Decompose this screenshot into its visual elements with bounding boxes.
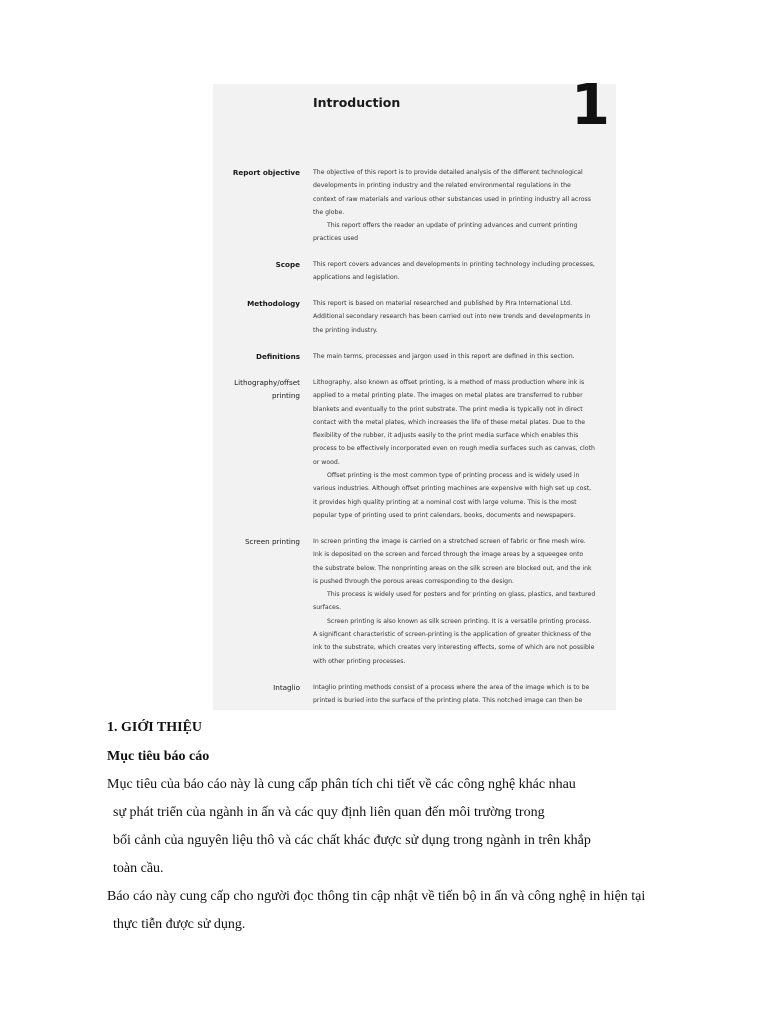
label-line: printing <box>271 391 300 400</box>
text-line: the substrate below. The nonprinting areas on the silk screen are blocked out, and the ink <box>313 564 592 572</box>
text-line: it provides high quality printing at a nominal cost with large volume. This is the most <box>313 498 577 506</box>
text-line: A significant characteristic of screen-printing is the application of greater thickness of the <box>313 631 592 639</box>
text-line: popular type of printing used to print calendars, books, documents and newspapers. <box>313 511 576 519</box>
text-line: the printing industry. <box>313 326 378 334</box>
text-line: This report is based on material researched and published by Pira International Ltd. <box>313 300 573 307</box>
chapter-title: Introduction <box>313 95 401 110</box>
section-text <box>313 166 605 246</box>
text-line: process to be effectively incorporated even on rough media surfaces such as canvas, cloth <box>313 445 595 453</box>
text-line: printed is buried into the surface of the printing plate. This notched image can then be <box>313 697 583 705</box>
text-line: This process is widely used for posters and for printing on glass, plastics, and textured <box>327 591 596 599</box>
text-line: The objective of this report is to provide detailed analysis of the different technological <box>313 169 583 176</box>
text-line: various industries. Although offset printing machines are expensive with high set up cost, <box>313 485 592 493</box>
paragraph-line: thực tiễn được sử dụng. <box>113 917 246 932</box>
text-line: is pushed through the porous areas corresponding to the design. <box>313 577 514 585</box>
section-heading: 1. GIỚI THIỆU <box>107 720 203 735</box>
text-line: flexibility of the rubber, it adjusts easily to the print media surface which enables this <box>313 432 579 440</box>
text-line: Ink is deposited on the screen and forced through the image areas by a squeegee onto <box>313 551 584 559</box>
paragraph-line: bối cảnh của nguyên liệu thô và các chất khác được sử dụng trong ngành in trên khắp <box>113 833 591 848</box>
text-line: This report covers advances and developments in printing technology including processes, <box>313 261 595 268</box>
section-text <box>313 376 605 522</box>
text-line: Intaglio printing methods consist of a process where the area of the image which is to be <box>313 684 590 691</box>
text-line: In screen printing the image is carried on a stretched screen of fabric or fine mesh wire. <box>313 538 586 545</box>
section-label: Definitions <box>256 352 300 361</box>
text-line: surfaces. <box>313 604 342 612</box>
section-label: Report objective <box>232 168 300 177</box>
text-line: with other printing processes. <box>313 657 406 665</box>
text-line: This report offers the reader an update of printing advances and current printing <box>327 222 578 230</box>
text-line: Additional secondary research has been carried out into new trends and developments in <box>313 313 591 321</box>
text-line: applied to a metal printing plate. The images on metal plates are transferred to rubber <box>313 392 583 400</box>
text-line: practices used <box>313 235 359 243</box>
subheading: Mục tiêu báo cáo <box>107 749 210 764</box>
text-line: blankets and eventually to the print substrate. The print media is typically not in direct <box>313 405 583 413</box>
text-line: the globe. <box>313 208 345 216</box>
text-line: or wood. <box>313 458 340 466</box>
scanned-page-image <box>213 73 616 710</box>
paragraph-line: toàn cầu. <box>113 861 164 876</box>
text-line: Screen printing is also known as silk screen printing. It is a versatile printing process. <box>327 617 592 625</box>
section-text <box>313 681 605 708</box>
text-line: Offset printing is the most common type of printing process and is widely used in <box>327 472 580 480</box>
text-line: The main terms, processes and jargon used in this report are defined in this section. <box>313 353 575 360</box>
text-line: Lithography, also known as offset printing, is a method of mass production where ink is <box>313 379 585 386</box>
section-label: Screen printing <box>245 537 300 546</box>
text-line: context of raw materials and various other substances used in printing industry all across <box>313 195 591 203</box>
text-line: developments in printing industry and the related environmental regulations in the <box>313 182 571 190</box>
paragraph-line: Báo cáo này cung cấp cho người đọc thông tin cập nhật về tiến bộ in ấn và công nghệ in hiện tại <box>107 889 646 904</box>
section-label: Scope <box>275 260 300 269</box>
text-line: applications and legislation. <box>313 274 400 282</box>
text-line: contact with the metal plates, which increases the life of these metal plates. Due to the <box>313 418 586 426</box>
section-text <box>313 535 605 668</box>
section-text <box>313 297 605 337</box>
text-line: ink to the substrate, which creates very interesting effects, some of which are not possible <box>313 644 595 652</box>
section-label <box>213 376 300 402</box>
section-label: Methodology <box>247 299 300 308</box>
paragraph-line: sự phát triển của ngành in ấn và các quy định liên quan đến môi trường trong <box>113 805 545 820</box>
paragraph-line: Mục tiêu của báo cáo này là cung cấp phân tích chi tiết về các công nghệ khác nhau <box>107 777 576 792</box>
section-text <box>313 258 605 285</box>
section-label: Intaglio <box>273 683 300 692</box>
section-text <box>313 350 605 363</box>
chapter-number: 1 <box>571 73 610 138</box>
label-line: Lithography/offset <box>234 378 300 387</box>
